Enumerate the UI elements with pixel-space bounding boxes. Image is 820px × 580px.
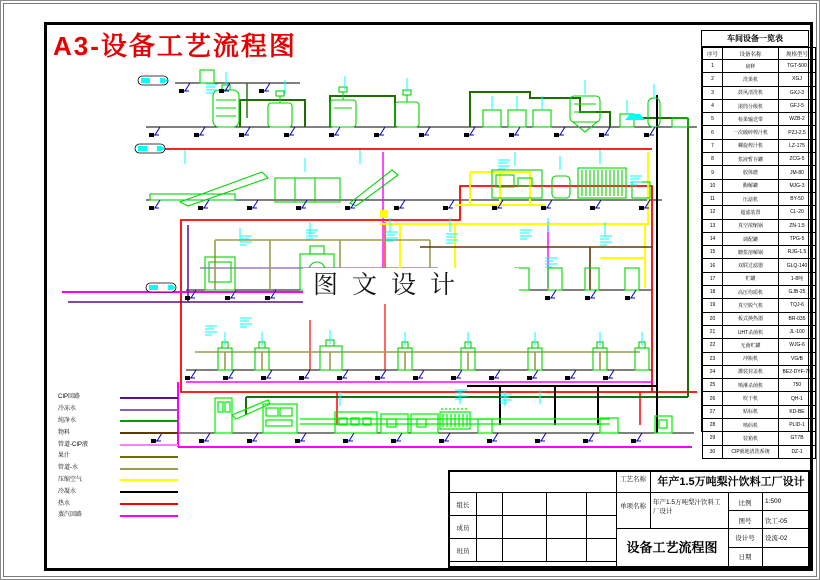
legend-label: 冷冻水 [58, 406, 77, 413]
pipes-khaki [195, 240, 640, 370]
table-row [703, 259, 816, 272]
legend-label: 热水 [58, 500, 71, 507]
cell-model: TPG-5 [779, 232, 816, 245]
legend-item [58, 510, 182, 522]
legend-item [58, 463, 182, 475]
cell-model: KD-BE [779, 405, 816, 418]
table-row [703, 99, 816, 112]
cell-no: 8 [703, 153, 723, 166]
sheet-no-label: 图号 [738, 518, 752, 525]
table-row [703, 86, 816, 99]
cell-model: XGJ [779, 73, 816, 86]
cell-no: 11 [703, 192, 723, 205]
cell-name: 压滤机 [723, 192, 779, 205]
flow-arrow-icons [135, 76, 645, 292]
cell-name: 真空脱气机 [723, 299, 779, 312]
legend-label: 冷凝水 [58, 488, 77, 495]
table-row [703, 166, 816, 179]
cell-name: 冲瓶机 [723, 352, 779, 365]
cell-name: 磅秤 [723, 60, 779, 73]
legend-label: 物料 [58, 429, 71, 436]
table-row [703, 232, 816, 245]
item-name-label: 单项名称 [620, 503, 646, 510]
table-row [703, 299, 816, 312]
table-row [703, 272, 816, 285]
cell-model: 1-8吨 [779, 272, 816, 285]
cell-name: 调配罐 [723, 232, 779, 245]
drawing-name: 设备工艺流程图 [626, 540, 718, 555]
legend-item [58, 451, 182, 463]
cell-model: CL-20 [779, 206, 816, 219]
cell-name: 酶解罐 [723, 179, 779, 192]
cell-name: 高压均质机 [723, 286, 779, 299]
cell-no: 4 [703, 99, 723, 112]
cell-no: 17 [703, 272, 723, 285]
cell-no: 16 [703, 259, 723, 272]
cell-name: 无菌贮罐 [723, 339, 779, 352]
cell-model: WJG-6 [779, 339, 816, 352]
legend-label: 纯净水 [58, 417, 77, 424]
legend-item [58, 392, 182, 404]
cell-no: 25 [703, 379, 723, 392]
cell-no: 9 [703, 166, 723, 179]
table-row [703, 153, 816, 166]
table-row [703, 206, 816, 219]
design-no-label: 设计号 [735, 535, 755, 542]
legend-item [58, 498, 182, 510]
table-row [703, 73, 816, 86]
equipment-table-title: 车间设备一览表 [702, 31, 808, 47]
cell-name: UHT杀菌机 [723, 325, 779, 338]
cell-name: 洗果机 [723, 73, 779, 86]
cell-model: ZN-1.5 [779, 219, 816, 232]
table-row [703, 405, 816, 418]
cell-name: CIP就地清洗系统 [723, 445, 779, 458]
cell-no: 15 [703, 246, 723, 259]
table-header-row [703, 48, 816, 60]
table-row [703, 286, 816, 299]
col-header-model: 规格型号 [779, 48, 816, 60]
design-no-value: 设流-02 [765, 535, 788, 542]
cell-no: 23 [703, 352, 723, 365]
table-row [703, 113, 816, 126]
legend-label: 管道-水 [58, 465, 78, 472]
legend-label: 管道-CIP液 [58, 441, 89, 448]
cell-model: GT7B [779, 432, 816, 445]
legend-line [120, 456, 178, 458]
support-marks [149, 83, 655, 443]
table-row [703, 445, 816, 458]
legend-line [120, 491, 178, 493]
equipment-row-5 [215, 398, 672, 433]
cell-model: GXJ-3 [779, 86, 816, 99]
legend-item [58, 475, 182, 487]
cell-name: 灌装封盖机 [723, 365, 779, 378]
cell-model: PLID-1 [779, 419, 816, 432]
table-row [703, 246, 816, 259]
cell-no: 29 [703, 432, 723, 445]
watermark: 图文设计 [303, 268, 519, 304]
cell-model: GLQ-140 [779, 259, 816, 272]
table-row [703, 379, 816, 392]
legend [58, 392, 182, 522]
cell-name: 检果输送带 [723, 113, 779, 126]
item-name-value: 年产1.5万吨梨汁饮料工厂设计 [653, 499, 721, 515]
cell-no: 2 [703, 73, 723, 86]
sign-row-label-3: 班员 [456, 548, 470, 555]
cell-no: 24 [703, 365, 723, 378]
cell-name: 喷淋杀菌机 [723, 379, 779, 392]
flow-mark-icon [625, 114, 645, 120]
cell-no: 28 [703, 419, 723, 432]
legend-line [120, 515, 178, 517]
date-value [765, 552, 810, 562]
cell-model: PZJ-2.5 [779, 126, 816, 139]
cell-name: 双联过滤器 [723, 259, 779, 272]
legend-line [120, 409, 178, 411]
cell-no: 3 [703, 86, 723, 99]
cell-no: 1 [703, 60, 723, 73]
cell-model: WZB-2 [779, 113, 816, 126]
cell-model: 750 [779, 379, 816, 392]
cell-name: 板式换热器 [723, 312, 779, 325]
cell-model: TQJ-6 [779, 299, 816, 312]
cell-no: 21 [703, 325, 723, 338]
cell-model: JM-80 [779, 166, 816, 179]
cell-no: 14 [703, 232, 723, 245]
cell-no: 27 [703, 405, 723, 418]
table-row [703, 339, 816, 352]
legend-line [120, 444, 178, 446]
legend-item [58, 404, 182, 416]
cell-name: 浆液暂存罐 [723, 153, 779, 166]
table-row [703, 325, 816, 338]
cell-model: MJG-3 [779, 179, 816, 192]
scale-value: 1:500 [765, 498, 782, 505]
cell-name: 吹干机 [723, 392, 779, 405]
table-row [703, 139, 816, 152]
cell-name: 真空浓缩锅 [723, 219, 779, 232]
legend-line [120, 479, 178, 481]
cell-model: TGT-500 [779, 60, 816, 73]
cell-name: 螺旋榨汁机 [723, 139, 779, 152]
date-label: 日期 [738, 554, 752, 561]
cell-no: 12 [703, 206, 723, 219]
cell-name: 超滤装置 [723, 206, 779, 219]
table-row [703, 312, 816, 325]
cell-model: JL-100 [779, 325, 816, 338]
table-row [703, 419, 816, 432]
legend-item [58, 486, 182, 498]
pipes-darkgreen [240, 83, 688, 415]
col-header-name: 设备名称 [723, 48, 779, 60]
table-row [703, 126, 816, 139]
cell-no: 6 [703, 126, 723, 139]
cell-model: GJB-25 [779, 286, 816, 299]
legend-item [58, 416, 182, 428]
cell-model: BE2-DYF-7B [779, 365, 816, 378]
legend-line [120, 468, 178, 470]
col-header-no: 序号 [703, 48, 723, 60]
table-row [703, 179, 816, 192]
cell-name: 贮罐 [723, 272, 779, 285]
legend-line [120, 432, 178, 434]
cell-no: 7 [703, 139, 723, 152]
table-row [703, 392, 816, 405]
cell-no: 13 [703, 219, 723, 232]
cell-name: 糖浆溶解锅 [723, 246, 779, 259]
legend-label: 果汁 [58, 453, 71, 460]
equipment-table [701, 30, 812, 456]
cell-model: BY-50 [779, 192, 816, 205]
title-block [448, 470, 810, 568]
table-row [703, 60, 816, 73]
cell-name: 喷码机 [723, 419, 779, 432]
cell-name: 一次破碎榨汁机 [723, 126, 779, 139]
cell-model: LZ-175 [779, 139, 816, 152]
cell-no: 10 [703, 179, 723, 192]
scale-label: 比例 [738, 500, 752, 507]
cell-name: 滚筒分级机 [723, 99, 779, 112]
cell-model: ZCG-5 [779, 153, 816, 166]
table-row [703, 432, 816, 445]
sign-row-label-1: 组长 [456, 502, 470, 509]
cell-model: QH-1 [779, 392, 816, 405]
process-name-label: 工艺名称 [620, 476, 646, 483]
table-row [703, 219, 816, 232]
sheet-no-value: 饮工-05 [765, 518, 788, 525]
legend-label: CIP回路 [58, 394, 81, 401]
table-row [703, 192, 816, 205]
table-row [703, 365, 816, 378]
sign-row-label-2: 成员 [456, 525, 470, 532]
equipment-row-4 [218, 340, 649, 370]
legend-item [58, 427, 182, 439]
process-name-value: 年产1.5万吨梨汁饮料工厂设计 [657, 476, 805, 488]
cell-name: 装箱机 [723, 432, 779, 445]
legend-item [58, 439, 182, 451]
cell-model: GFJ-5 [779, 99, 816, 112]
cell-no: 5 [703, 113, 723, 126]
cell-no: 30 [703, 445, 723, 458]
cell-model: BR-035 [779, 312, 816, 325]
cell-name: 胶体磨 [723, 166, 779, 179]
cell-name: 鼓风清洗机 [723, 86, 779, 99]
cell-model: RJG-1.5 [779, 246, 816, 259]
cell-no: 18 [703, 286, 723, 299]
cell-model: DZ-1 [779, 445, 816, 458]
cell-name: 贴标机 [723, 405, 779, 418]
cell-no: 20 [703, 312, 723, 325]
table-row [703, 352, 816, 365]
cell-model: VG/B [779, 352, 816, 365]
legend-label: 压缩空气 [58, 476, 83, 483]
legend-line [120, 397, 178, 399]
cell-no: 26 [703, 392, 723, 405]
legend-label: 蒸汽回路 [58, 512, 83, 519]
legend-line [120, 503, 178, 505]
drawing-title: A3-设备工艺流程图 [53, 31, 297, 61]
legend-line [120, 420, 178, 422]
cell-no: 19 [703, 299, 723, 312]
cell-no: 22 [703, 339, 723, 352]
